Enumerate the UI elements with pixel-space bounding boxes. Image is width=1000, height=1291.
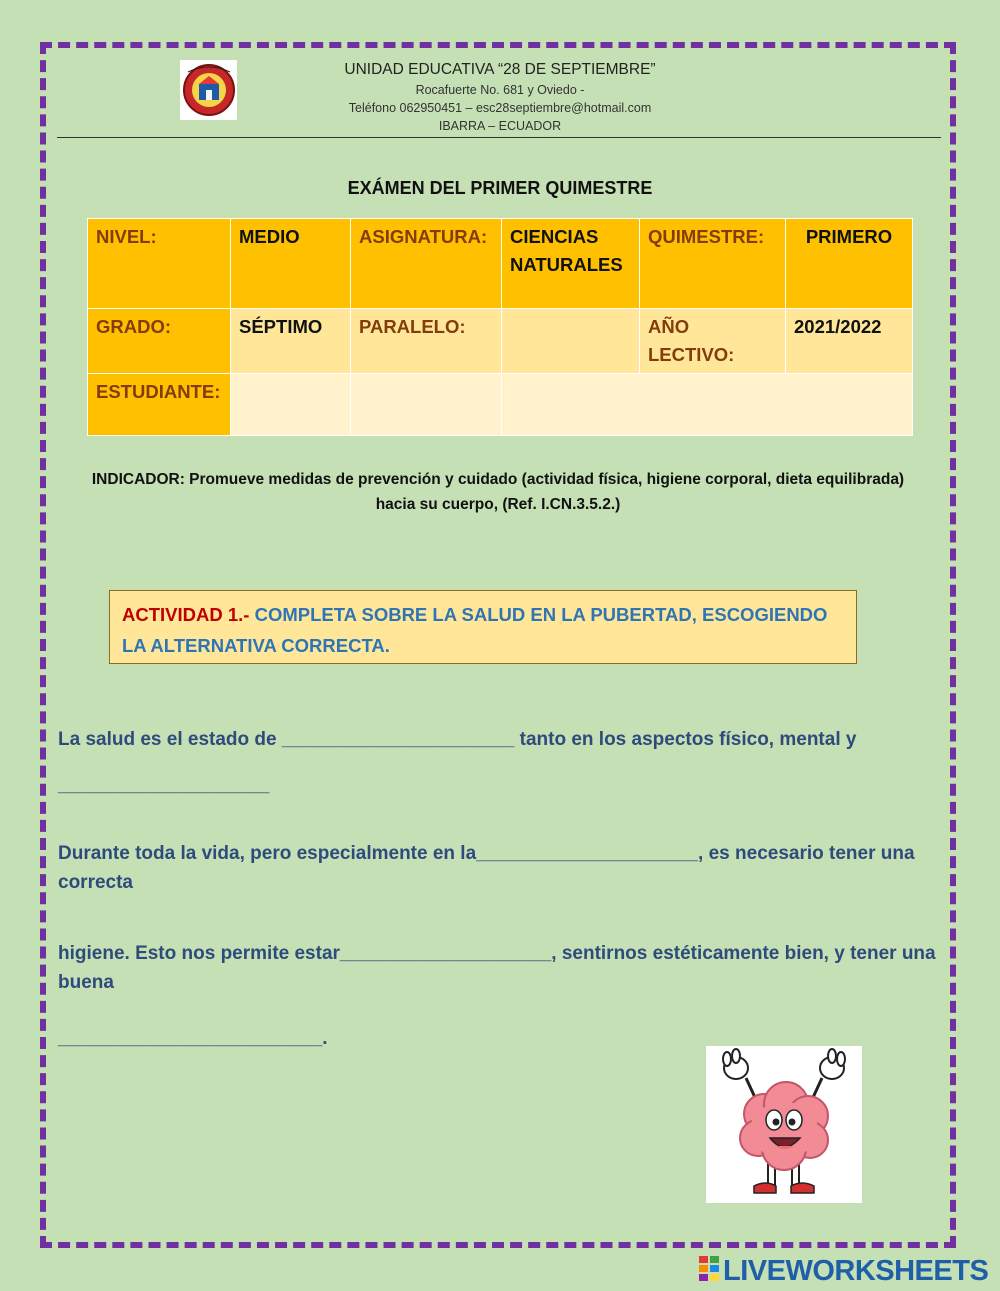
paragraph-3 bbox=[58, 939, 938, 997]
paragraph-1 bbox=[58, 725, 938, 754]
nivel-label: NIVEL: bbox=[88, 219, 231, 309]
anio-lectivo-label: AÑO LECTIVO: bbox=[640, 309, 786, 374]
paragraph-1-line-2 bbox=[58, 771, 938, 800]
asignatura-value: CIENCIAS NATURALES bbox=[502, 219, 640, 309]
blank-1[interactable]: ______________________ bbox=[281, 729, 515, 750]
p1-text-mid: tanto en los aspectos físico, mental y bbox=[514, 729, 857, 750]
activity-text: COMPLETA SOBRE LA SALUD EN LA PUBERTAD, ESCOGIENDO LA ALTERNATIVA CORRECTA. bbox=[122, 604, 828, 656]
paralelo-value[interactable] bbox=[502, 309, 640, 374]
liveworksheets-text: LIVEWORKSHEETS bbox=[723, 1254, 989, 1287]
grado-label: GRADO: bbox=[88, 309, 231, 374]
quimestre-label: QUIMESTRE: bbox=[640, 219, 786, 309]
estudiante-value[interactable] bbox=[502, 374, 913, 436]
p4-text-end: . bbox=[322, 1028, 328, 1049]
paralelo-label: PARALELO: bbox=[351, 309, 502, 374]
school-contact: Teléfono 062950451 – esc28septiembre@hotmail.com bbox=[348, 101, 652, 115]
quimestre-value: PRIMERO bbox=[786, 219, 913, 309]
school-logo bbox=[180, 60, 237, 120]
nivel-value: MEDIO bbox=[231, 219, 351, 309]
asignatura-label: ASIGNATURA: bbox=[351, 219, 502, 309]
estudiante-cell-2[interactable] bbox=[351, 374, 502, 436]
activity-instructions bbox=[109, 590, 857, 664]
liveworksheets-logo-icon bbox=[698, 1255, 720, 1287]
exam-title: EXÁMEN DEL PRIMER QUIMESTRE bbox=[347, 178, 653, 198]
estudiante-label: ESTUDIANTE: bbox=[88, 374, 231, 436]
school-address: Rocafuerte No. 681 y Oviedo - bbox=[415, 83, 585, 97]
paragraph-2 bbox=[58, 839, 938, 897]
school-name: UNIDAD EDUCATIVA “28 DE SEPTIEMBRE” bbox=[344, 61, 656, 78]
blank-3[interactable]: _____________________ bbox=[476, 843, 699, 864]
brain-mascot-illustration bbox=[706, 1046, 862, 1203]
school-city: IBARRA – ECUADOR bbox=[438, 119, 562, 133]
p1-text-start: La salud es el estado de bbox=[58, 729, 282, 750]
p2-text-start: Durante toda la vida, pero especialmente en la bbox=[58, 843, 477, 864]
p3-text-start: higiene. Esto nos permite estar bbox=[58, 943, 340, 964]
p3-text-end: , sentirnos estéticamente bien, y tener una buena bbox=[58, 943, 936, 993]
exam-info-table bbox=[87, 218, 913, 436]
activity-number: ACTIVIDAD 1.- bbox=[122, 604, 255, 625]
liveworksheets-watermark bbox=[698, 1254, 988, 1288]
grado-value: SÉPTIMO bbox=[231, 309, 351, 374]
blank-2[interactable]: ____________________ bbox=[58, 775, 270, 796]
estudiante-cell-1[interactable] bbox=[231, 374, 351, 436]
anio-lectivo-value: 2021/2022 bbox=[786, 309, 913, 374]
indicator-text: INDICADOR: Promueve medidas de prevención y cuidado (actividad física, higiene corporal, dieta equilibrada) hacia su cuerpo, (Ref. I.CN.3.5.2.) bbox=[91, 471, 905, 513]
p2-text-end: , es necesario tener una correcta bbox=[58, 843, 915, 893]
header-divider bbox=[57, 137, 941, 138]
blank-5[interactable]: _________________________ bbox=[58, 1028, 323, 1049]
blank-4[interactable]: ____________________ bbox=[339, 943, 552, 964]
